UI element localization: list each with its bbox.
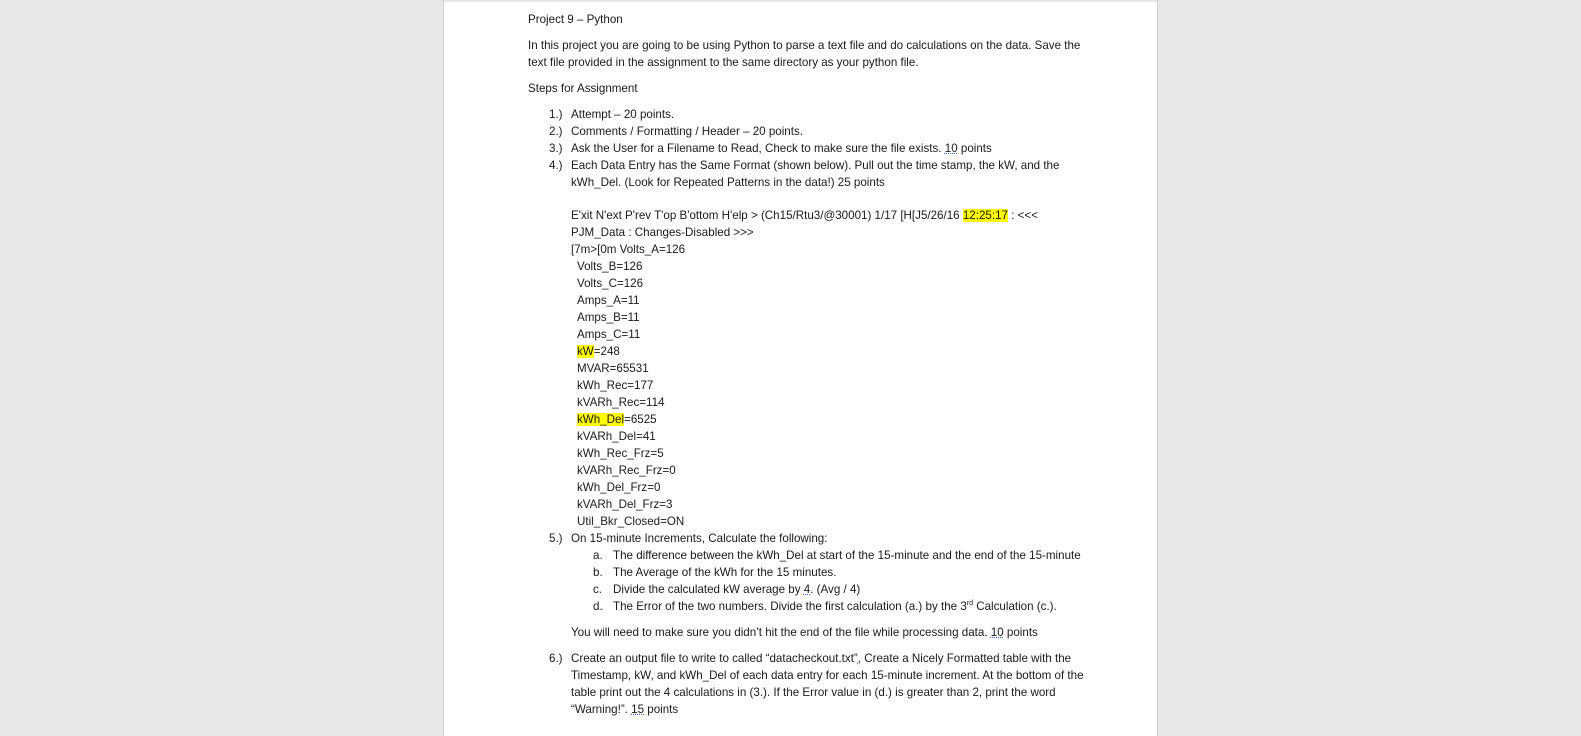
step-item [528, 123, 1088, 140]
sub-text: Divide the calculated kW average by [613, 583, 804, 596]
sample-line [571, 207, 1088, 224]
sample-line: [7m>[0m Volts_A=126 [571, 243, 686, 256]
sample-line: Volts_C=126 [577, 277, 644, 290]
kw-value: =248 [593, 345, 620, 358]
eof-note [528, 624, 1088, 641]
sample-line: Util_Bkr_Closed=ON [577, 515, 685, 528]
sample-line: Volts_B=126 [577, 260, 643, 273]
step-number: 3.) [549, 142, 563, 155]
sub-letter: d. [593, 600, 603, 613]
sample-line: PJM_Data : Changes-Disabled >>> [571, 226, 754, 239]
note-text: You will need to make sure you didn’t hit the end of the file while processing data. [571, 626, 991, 639]
comma-mark: , [857, 652, 862, 665]
step-item [528, 106, 1088, 123]
step-number: 4.) [549, 159, 563, 172]
points-word: points [644, 703, 679, 716]
sample-data-block [528, 207, 1088, 530]
points-word: points [957, 142, 992, 155]
timestamp-highlight: 12:25:17 [962, 209, 1008, 222]
points-number: 10 [944, 142, 958, 155]
step-text-cont: Create a Nicely Formatted table with the Timestamp, kW, and kWh_Del of each data entry for each 15-minute increment. At the bottom of the table print out the 4 calculations in (3.). If the Error value in (d.) is greater than 2, print the word “Warning!”. [571, 652, 1084, 716]
step-text: On 15-minute Increments, Calculate the following: [571, 532, 828, 545]
document-page [443, 0, 1158, 736]
ordinal-superscript: rd [966, 600, 973, 608]
kwh-del-value: =6525 [624, 413, 657, 426]
sample-header-tail: : <<< [1007, 209, 1038, 222]
steps-heading: Steps for Assignment [528, 82, 638, 95]
sub-item [528, 547, 1088, 564]
sample-line: MVAR=65531 [577, 362, 649, 375]
sub-text-cont: Calculation (c.). [973, 600, 1057, 613]
step-item [528, 157, 1088, 191]
sample-line: kVARh_Del=41 [577, 430, 656, 443]
sample-line: kWh_Rec_Frz=5 [577, 447, 664, 460]
step-text-cont: Check to make sure the file exists. [761, 142, 945, 155]
sub-item [528, 581, 1088, 598]
step-text: Create an output file to write to called “datacheckout.txt” [571, 652, 858, 665]
sub-text-cont: . (Avg / 4) [810, 583, 861, 596]
sub-letter: b. [593, 566, 603, 579]
steps-list [528, 106, 1088, 191]
step-item [528, 140, 1088, 157]
sample-line: kVARh_Rec_Frz=0 [577, 464, 676, 477]
points-word: points [1003, 626, 1038, 639]
sample-line: kWh_Del_Frz=0 [577, 481, 661, 494]
sub-item [528, 598, 1088, 615]
sample-line: kVARh_Del_Frz=3 [577, 498, 673, 511]
sample-line: kVARh_Rec=114 [577, 396, 665, 409]
step-text: Ask the User for a Filename to Read, [571, 142, 762, 155]
step-number: 6.) [549, 652, 563, 665]
step-item [528, 530, 1088, 547]
sample-line [571, 343, 1088, 360]
doc-title: Project 9 – Python [528, 13, 623, 26]
points-number: 10 [990, 626, 1004, 639]
points-number: 15 [631, 703, 645, 716]
sample-line: Amps_B=11 [577, 311, 640, 324]
document-body [528, 11, 1088, 718]
step-number: 1.) [549, 108, 563, 121]
sub-text: The Error of the two numbers. Divide the first calculation (a.) by the 3 [613, 600, 967, 613]
step-number: 2.) [549, 125, 563, 138]
intro-paragraph: In this project you are going to be using Python to parse a text file and do calculations on the data. Save the text file provided in the assignment to the same directory as your python file. [528, 39, 1081, 69]
sub-text: The Average of the kWh for the 15 minutes. [613, 566, 837, 579]
kwh-del-highlight: kWh_Del [577, 413, 625, 426]
sub-number: 4 [803, 583, 811, 596]
step-text: Comments / Formatting / Header – 20 points. [571, 125, 803, 138]
step-text: Each Data Entry has the Same Format (shown below). Pull out the time stamp, the kW, and the kWh_Del. (Look for Repeated Patterns in the data!) 25 points [571, 159, 1060, 189]
sample-line: Amps_C=11 [577, 328, 641, 341]
sample-line: Amps_A=11 [577, 294, 640, 307]
sample-header-text: E'xit N'ext P'rev T'op B'ottom H'elp > (Ch15/Rtu3/@30001) 1/17 [H[J5/26/16 [571, 209, 963, 222]
kw-highlight: kW [577, 345, 594, 358]
sample-line: kWh_Rec=177 [577, 379, 654, 392]
sub-item [528, 564, 1088, 581]
sub-letter: a. [593, 549, 603, 562]
step-item [528, 650, 1088, 718]
sub-letter: c. [593, 583, 603, 596]
sample-line [571, 411, 1088, 428]
step-number: 5.) [549, 532, 563, 545]
step-text: Attempt – 20 points. [571, 108, 675, 121]
sub-text: The difference between the kWh_Del at start of the 15-minute and the end of the 15-minute [613, 549, 1081, 562]
